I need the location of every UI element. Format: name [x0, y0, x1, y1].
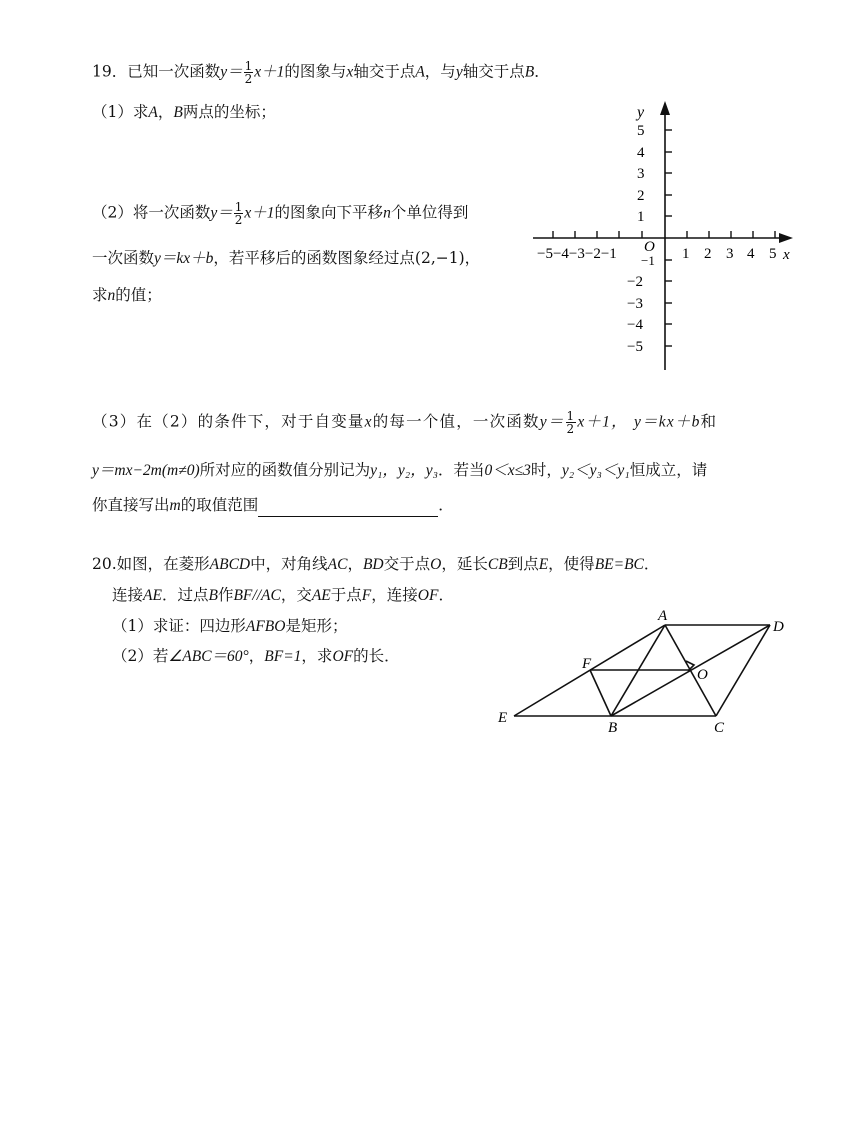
y-tick-label: 4	[637, 145, 645, 161]
fraction: $\frac{1}{2}$	[244, 59, 253, 86]
point-label-O: O	[697, 667, 708, 683]
rhombus-figure	[490, 605, 800, 740]
answer-blank[interactable]	[258, 500, 438, 517]
y-tick-label: −3	[627, 296, 643, 312]
q19-part1: （1）求A，B两点的坐标；	[92, 103, 276, 121]
y-tick-label: 1	[637, 209, 645, 225]
q19-part3-line2: y＝mx−2m(m≠0)所对应的函数值分别记为y₁，y₂，y₃．若当0＜x≤3时，y₂＜y₃＜y₁恒成立，请	[92, 461, 708, 479]
y-tick-label: −2	[627, 274, 643, 290]
q19-part3-line3: 你直接写出m的取值范围 ．	[92, 494, 454, 517]
x-tick-label: 3	[726, 246, 734, 262]
y-tick-label: −5	[627, 339, 643, 355]
point-label-D: D	[773, 619, 784, 635]
coordinate-axes	[525, 95, 800, 380]
x-tick-label: 4	[747, 246, 755, 262]
q19-part2-line2: 一次函数y＝kx＋b，若平移后的函数图象经过点(2,−1)，	[92, 249, 481, 267]
q20-stem-line1: 20.如图，在菱形ABCD中，对角线AC，BD交于点O，延长CB到点E，使得BE=BC．	[92, 555, 660, 573]
point-label-F: F	[582, 656, 592, 672]
q19-part2-line1: （2）将一次函数y＝ $\frac{1}{2}$ x＋1的图象向下平移n个单位得到	[92, 200, 469, 227]
x-tick-label: 2	[704, 246, 712, 262]
fraction: $\frac{1}{2}$	[234, 200, 243, 227]
q20-stem-line2: 连接AE．过点B作BF//AC，交AE于点F，连接OF．	[112, 586, 454, 604]
point-label-A: A	[658, 608, 668, 624]
point-label-C: C	[714, 720, 725, 736]
x-tick-labels-negative: −5−4−3−2−1	[537, 246, 617, 262]
y-tick-label: 3	[637, 166, 645, 182]
y-tick-label: −1	[641, 253, 655, 268]
point-label-B: B	[608, 720, 618, 736]
q19-part2-line3: 求n的值；	[92, 286, 162, 304]
y-tick-label: 5	[637, 123, 645, 139]
q19-stem: 19．已知一次函数y＝ $\frac{1}{2}$ x＋1的图象与x轴交于点A，与y轴交于点B．	[92, 59, 550, 86]
x-tick-label: 1	[682, 246, 690, 262]
y-tick-label: −4	[627, 317, 643, 333]
x-tick-label: 5	[769, 246, 777, 262]
y-tick-label: 2	[637, 188, 645, 204]
q20-part1: （1）求证：四边形AFBO是矩形；	[112, 617, 348, 635]
fraction: $\frac{1}{2}$	[566, 409, 576, 436]
y-axis-label: y	[637, 104, 645, 121]
point-label-E: E	[498, 710, 508, 726]
q20-part2: （2）若∠ABC＝60°，BF=1，求OF的长．	[112, 647, 400, 665]
x-axis-label: x	[783, 247, 790, 263]
q19-part3-line1: （3）在（2）的条件下，对于自变量x的每一个值，一次函数y＝ $\frac{1}{2}$ x＋1， y＝kx＋b和	[92, 409, 718, 436]
origin-label: O	[644, 239, 655, 255]
